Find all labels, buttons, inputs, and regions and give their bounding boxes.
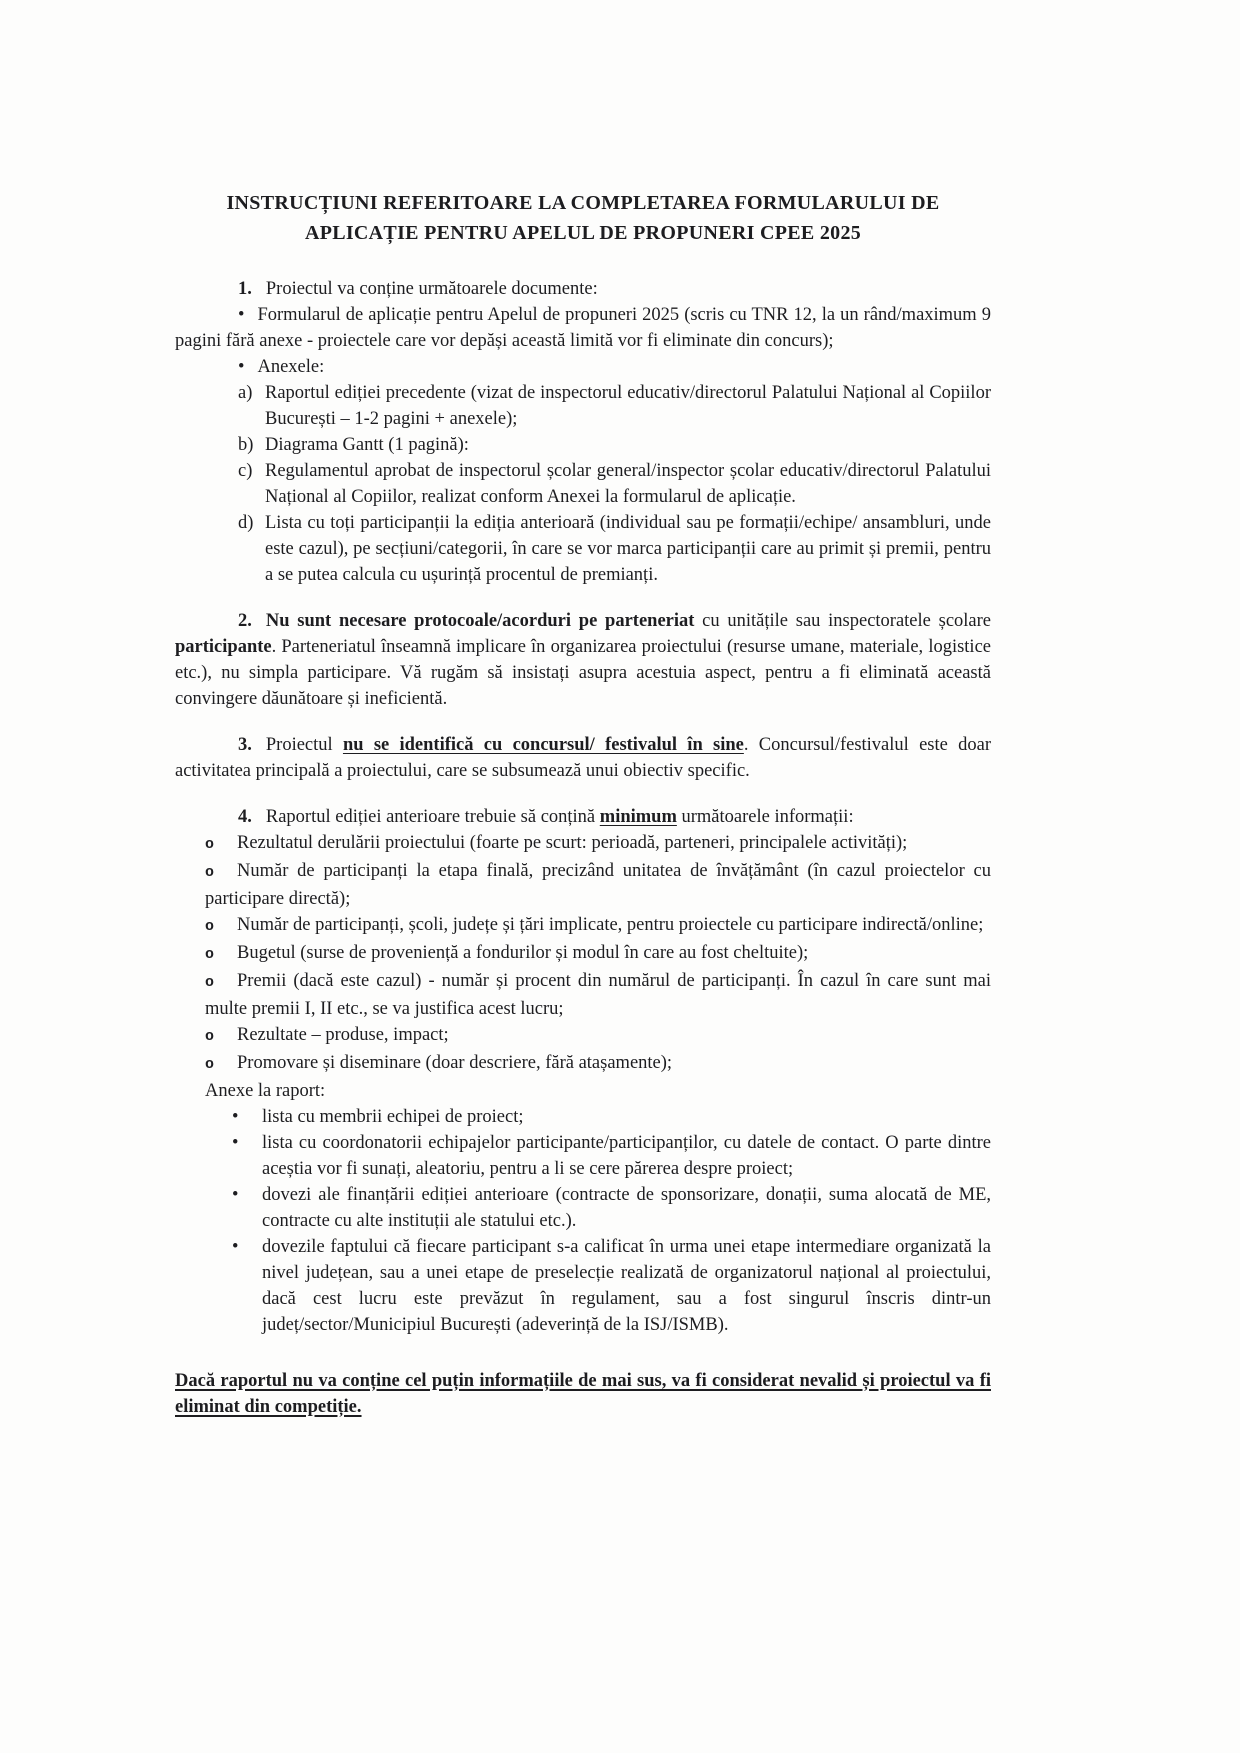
list-marker: o — [205, 974, 215, 991]
document-body — [175, 276, 991, 1420]
anexa-dovezi-finantare — [175, 1182, 991, 1234]
item-c — [175, 458, 991, 510]
anexa-membri — [175, 1104, 991, 1130]
list-marker: • — [232, 1185, 239, 1205]
anexa-dovezi-calificare — [175, 1234, 991, 1338]
text-run: . Concursul/festivalul este doar activitatea principală a proiectului, care se subsumează unui obiectiv specific. — [175, 735, 991, 781]
list-marker: o — [205, 918, 215, 935]
paragraph-3 — [175, 732, 991, 784]
text-run: Diagrama Gantt (1 pagină): — [265, 435, 469, 455]
report-item-premii — [175, 968, 991, 1022]
text-run: nu se identifică cu concursul/ festivalul în sine — [342, 735, 744, 755]
text-run: Promovare și diseminare (doar descriere, fără atașamente); — [237, 1053, 673, 1073]
bullet-anexele — [175, 354, 991, 380]
list-marker: 2. — [238, 611, 252, 631]
text-run: Număr de participanți, școli, județe și țări implicate, pentru proiectele cu participare indirectă/online; — [237, 915, 984, 935]
list-marker: c) — [238, 461, 253, 481]
list-marker: • — [238, 357, 245, 377]
text-run: Anexe la raport: — [205, 1081, 326, 1101]
text-run: Număr de participanți la etapa finală, precizând unitatea de învățământ (în cazul proiectelor cu participare directă); — [205, 861, 991, 909]
item-d — [175, 510, 991, 588]
text-run: dovezi ale finanțării ediției anterioare (contracte de sponsorizare, donații, suma alocată de ME, contracte cu alte instituții ale statului etc.). — [262, 1185, 991, 1231]
list-marker: • — [232, 1237, 239, 1257]
text-run: Dacă raportul nu va conține cel puțin informațiile de mai sus, va fi considerat nevalid și proiectul va fi eliminat din competiție. — [175, 1371, 991, 1417]
text-run: Anexele: — [257, 357, 325, 377]
document-title — [175, 188, 991, 248]
text-run: Regulamentul aprobat de inspectorul școlar general/inspector școlar educativ/directorul Palatului Național al Copiilor, realizat conform Anexei la formularul de aplicație. — [265, 461, 991, 507]
list-marker: o — [205, 836, 215, 853]
list-marker: • — [238, 305, 245, 325]
document-title-line1: INSTRUCȚIUNI REFERITOARE LA COMPLETAREA FORMULARULUI DE — [226, 192, 940, 214]
text-run: lista cu membrii echipei de proiect; — [262, 1107, 524, 1127]
final-warning — [175, 1368, 991, 1420]
text-run: cu unitățile sau inspectoratele școlare — [694, 611, 992, 631]
report-item-rezultate — [175, 1022, 991, 1050]
paragraph-1 — [175, 276, 991, 302]
text-run: Proiectul — [265, 735, 343, 755]
text-run: Premii (dacă este cazul) - număr și procent din numărul de participanți. În cazul în care sunt mai multe premii I, II etc., se va justifica acest lucru; — [205, 971, 991, 1019]
document-content — [175, 188, 991, 1420]
text-run: participante — [175, 637, 272, 657]
list-marker: d) — [238, 513, 254, 533]
text-run: . Parteneriatul înseamnă implicare în organizarea proiectului (resurse umane, materiale, logistice etc.), nu simpla participare. Vă rugăm să insistați asupra acestuia aspect, pentru a fi eliminată această convingere dăunătoare și ineficientă. — [175, 637, 991, 709]
list-marker: • — [232, 1133, 239, 1153]
text-run: Bugetul (surse de proveniență a fondurilor și modul în care au fost cheltuite); — [237, 943, 809, 963]
report-item-participanti-final — [175, 858, 991, 912]
report-item-buget — [175, 940, 991, 968]
bullet-formular — [175, 302, 991, 354]
text-run: următoarele informații: — [676, 807, 854, 827]
list-marker: 1. — [238, 279, 252, 299]
text-run: minimum — [599, 807, 677, 827]
text-run: Raportul ediției precedente (vizat de inspectorul educativ/directorul Palatului Național al Copiilor București – 1-2 pagini + anexele); — [265, 383, 991, 429]
anexe-la-raport-label — [205, 1078, 991, 1104]
list-marker: 4. — [238, 807, 252, 827]
document-title-line2: APLICAȚIE PENTRU APELUL DE PROPUNERI CPEE 2025 — [304, 222, 862, 244]
text-run: Formularul de aplicație pentru Apelul de propuneri 2025 (scris cu TNR 12, la un rând/maximum 9 pagini fără anexe - proiectele care vor depăși această limită vor fi eliminate din concurs); — [175, 305, 991, 351]
report-item-participanti-online — [175, 912, 991, 940]
text-run: dovezile faptului că fiecare participant s-a calificat în urma unei etape intermediare organizată la nivel județean, sau a unei etape de preselecție realizată de organizatorul național al proiectului, dacă cest lucru este prevăzut în regulament, sau a fost singurul înscris dintr-un județ/sector/Municipiul București (adeverință de la ISJ/ISMB). — [262, 1237, 991, 1335]
report-item-rezultat — [175, 830, 991, 858]
list-marker: o — [205, 1056, 215, 1073]
list-marker: 3. — [238, 735, 252, 755]
list-marker: a) — [238, 383, 253, 403]
list-marker: • — [232, 1107, 239, 1127]
report-item-promovare — [175, 1050, 991, 1078]
list-marker: o — [205, 1028, 215, 1045]
list-marker: o — [205, 946, 215, 963]
paragraph-2 — [175, 608, 991, 712]
list-marker: b) — [238, 435, 254, 455]
text-run: Proiectul va conține următoarele documente: — [265, 279, 598, 299]
text-run: Nu sunt necesare protocoale/acorduri pe parteneriat — [265, 611, 695, 631]
text-run: lista cu coordonatorii echipajelor participante/participanților, cu datele de contact. O parte dintre aceștia vor fi sunați, aleatoriu, pentru a li se cere părerea despre proiect; — [262, 1133, 991, 1179]
text-run: Rezultatul derulării proiectului (foarte pe scurt: perioadă, parteneri, principalele activități); — [237, 833, 908, 853]
text-run: Rezultate – produse, impact; — [237, 1025, 449, 1045]
item-a — [175, 380, 991, 432]
list-marker: o — [205, 864, 215, 881]
text-run: Lista cu toți participanții la ediția anterioară (individual sau pe formații/echipe/ ansambluri, unde este cazul), pe secțiuni/categorii, în care se vor marca participanții care au primit și premii, pentru a se putea calcula cu ușurință procentul de premianți. — [265, 513, 991, 585]
text-run: Raportul ediției anterioare trebuie să conțină — [265, 807, 600, 827]
item-b — [175, 432, 991, 458]
paragraph-4 — [175, 804, 991, 830]
anexa-coordonatori — [175, 1130, 991, 1182]
